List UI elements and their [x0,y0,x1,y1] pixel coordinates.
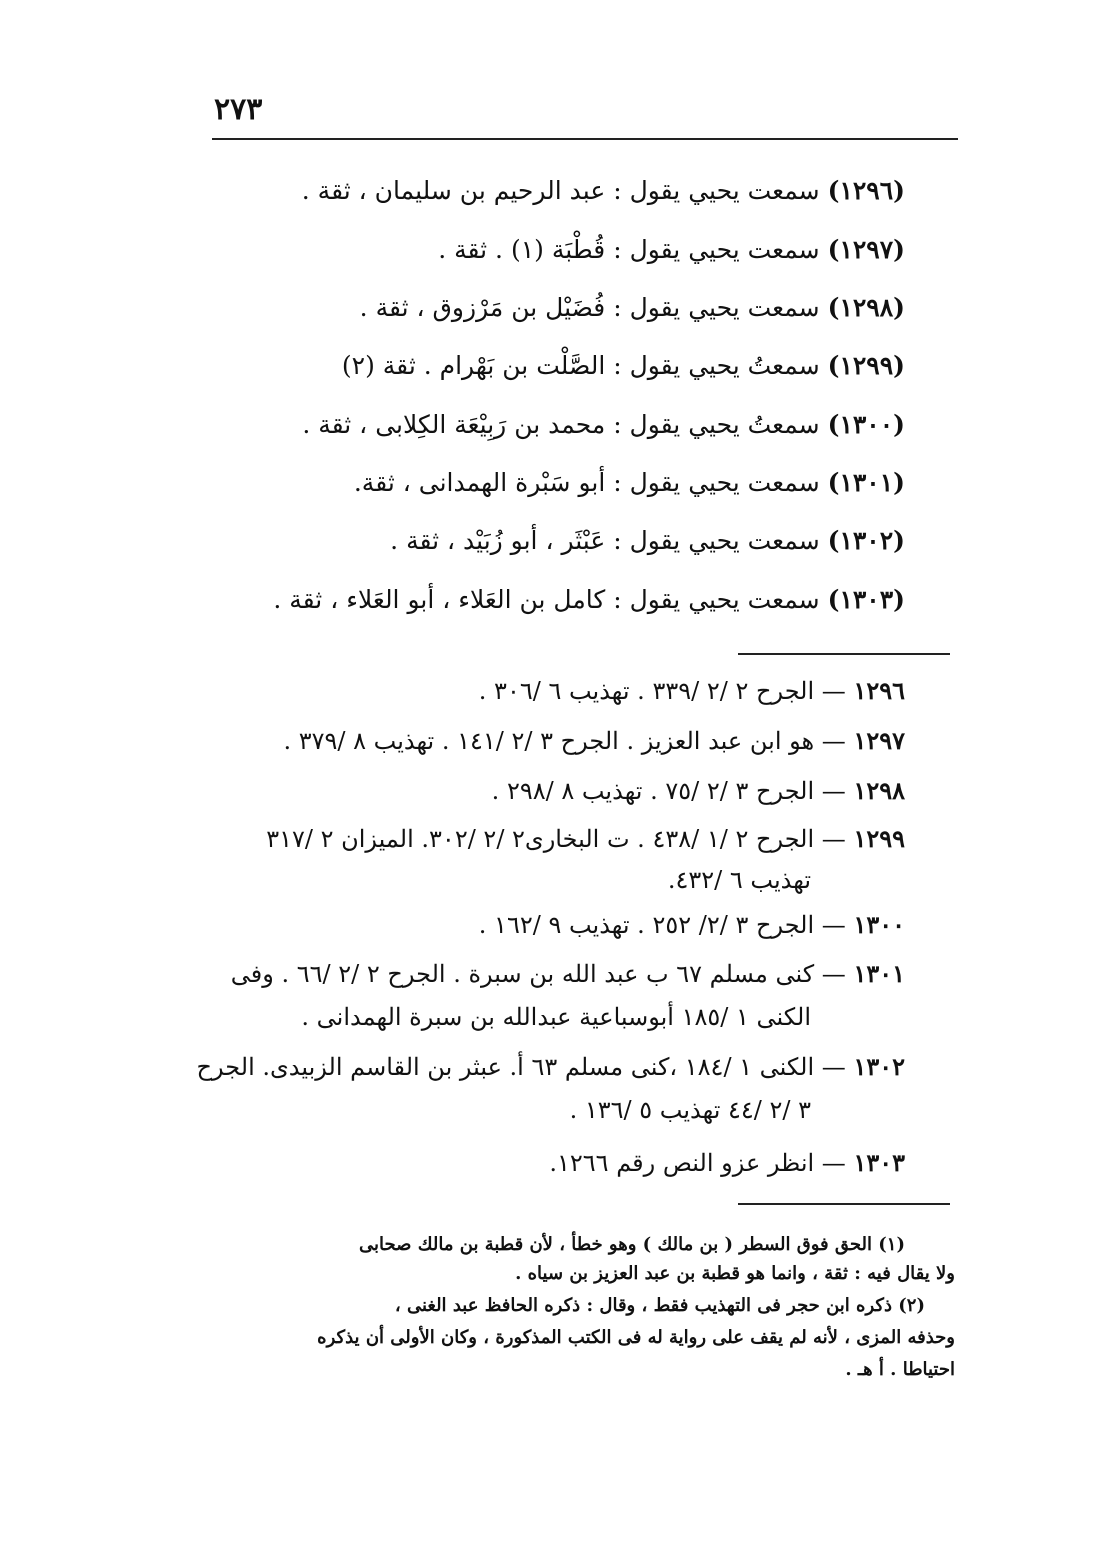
reference-line [479,910,905,939]
narration-text: سمعتُ يحيي يقول : الصَّلْت بن بَهْرام . ثقة (٢) [341,351,820,380]
footnote-line: وحذفه المزى ، لأنه لم يقف على رواية له فى الكتب المذكورة ، وكان الأولى أن يذكره [317,1327,955,1348]
narration-text: سمعت يحيي يقول : فُضَيْل بن مَرْزوق ، ثقة . [359,293,820,322]
narration-text: سمعت يحيي يقول : كامل بن العَلاء ، أبو العَلاء ، ثقة . [273,585,820,614]
narration-number: (١٢٩٩) [827,351,905,380]
reference-number: ١٣٠٢ [853,1052,905,1081]
narration-text: سمعت يحيي يقول : أبو سَبْرة الهمدانى ، ثقة. [353,468,820,497]
reference-line [231,959,905,988]
narration-line [302,410,905,439]
narration-number: (١٢٩٧) [827,235,905,264]
reference-number: ١٣٠١ [853,959,905,988]
reference-number: ١٣٠٠ [853,910,905,939]
narration-line [302,176,905,205]
narration-line [360,293,905,322]
narration-text: سمعت يحيي يقول : قُطْبَة (١) . ثقة . [438,235,820,264]
reference-continuation: الكنى ١ /١٨٥ أبوسباعية عبدالله بن سبرة الهمدانى . [301,1003,811,1031]
reference-number: ١٢٩٧ [853,726,905,755]
narration-line [354,468,905,497]
reference-continuation: ٣ /٢ /٤٤ تهذيب ٥ /١٣٦ . [569,1096,811,1124]
narration-text: سمعت يحيي يقول : عبد الرحيم بن سليمان ، ثقة . [301,176,820,205]
narration-text: سمعتُ يحيي يقول : محمد بن رَبِيْعَة الكِلابى ، ثقة . [302,410,820,439]
reference-number: ١٢٩٩ [853,824,905,853]
footnote-line: ولا يقال فيه : ثقة ، وانما هو قطبة بن عبد العزيز بن سياه . [515,1263,955,1284]
footnote-divider [738,1203,950,1205]
reference-text: — الجرح ٣ /٢ /٧٥ . تهذيب ٨ /٢٩٨ . [491,777,846,805]
reference-line [549,1148,905,1177]
reference-text: — كنى مسلم ٦٧ ب عبد الله بن سبرة . الجرح ٢ /٢ /٦٦ . وفى [230,960,846,988]
reference-number: ١٢٩٨ [853,776,905,805]
narration-text: سمعت يحيي يقول : عَبْثَر ، أبو زُبَيْد ، ثقة . [390,526,820,555]
reference-continuation: تهذيب ٦ /٤٣٢. [667,866,811,894]
narration-number: (١٣٠٠) [827,410,905,439]
reference-text: — الكنى ١ /١٨٤ ،كنى مسلم ٦٣ أ. عبثر بن القاسم الزبيدى. الجرح [196,1053,846,1081]
narration-line [273,585,905,614]
reference-text: — الجرح ٢ /٢ /٣٣٩ . تهذيب ٦ /٣٠٦ . [478,677,846,705]
page-number: ٢٧٣ [214,92,263,127]
reference-line [283,726,905,755]
section-divider [738,653,950,655]
reference-text: — انظر عزو النص رقم ١٢٦٦. [549,1149,846,1177]
narration-number: (١٢٩٨) [827,293,905,322]
reference-number: ١٢٩٦ [853,676,905,705]
narration-line [342,351,905,380]
narration-line [438,235,905,264]
header-rule [212,138,958,140]
footnote-line: (١) الحق فوق السطر ( بن مالك ) وهو خطأ ، لأن قطبة بن مالك صحابى [359,1234,905,1255]
reference-text: — هو ابن عبد العزيز . الجرح ٣ /٢ /١٤١ . تهذيب ٨ /٣٧٩ . [283,727,846,755]
reference-text: — الجرح ٢ /١ /٤٣٨ . ت البخارى٢ /٢ /٣٠٢. الميزان ٢ /٣١٧ [266,825,846,853]
narration-number: (١٣٠٢) [827,526,905,555]
footnote-line: (٢) ذكره ابن حجر فى التهذيب فقط ، وقال : ذكره الحافظ عبد الغنى ، [394,1295,925,1316]
reference-number: ١٣٠٣ [853,1148,905,1177]
reference-line [479,676,905,705]
footnote-line: احتياطا . أ هـ . [845,1359,955,1380]
reference-text: — الجرح ٣ /٢/ ٢٥٢ . تهذيب ٩ /١٦٢ . [478,911,846,939]
reference-line [492,776,905,805]
reference-line [197,1052,905,1081]
narration-number: (١٢٩٦) [827,176,905,205]
reference-line [266,824,905,853]
narration-number: (١٣٠١) [827,468,905,497]
narration-number: (١٣٠٣) [827,585,905,614]
narration-line [390,526,905,555]
